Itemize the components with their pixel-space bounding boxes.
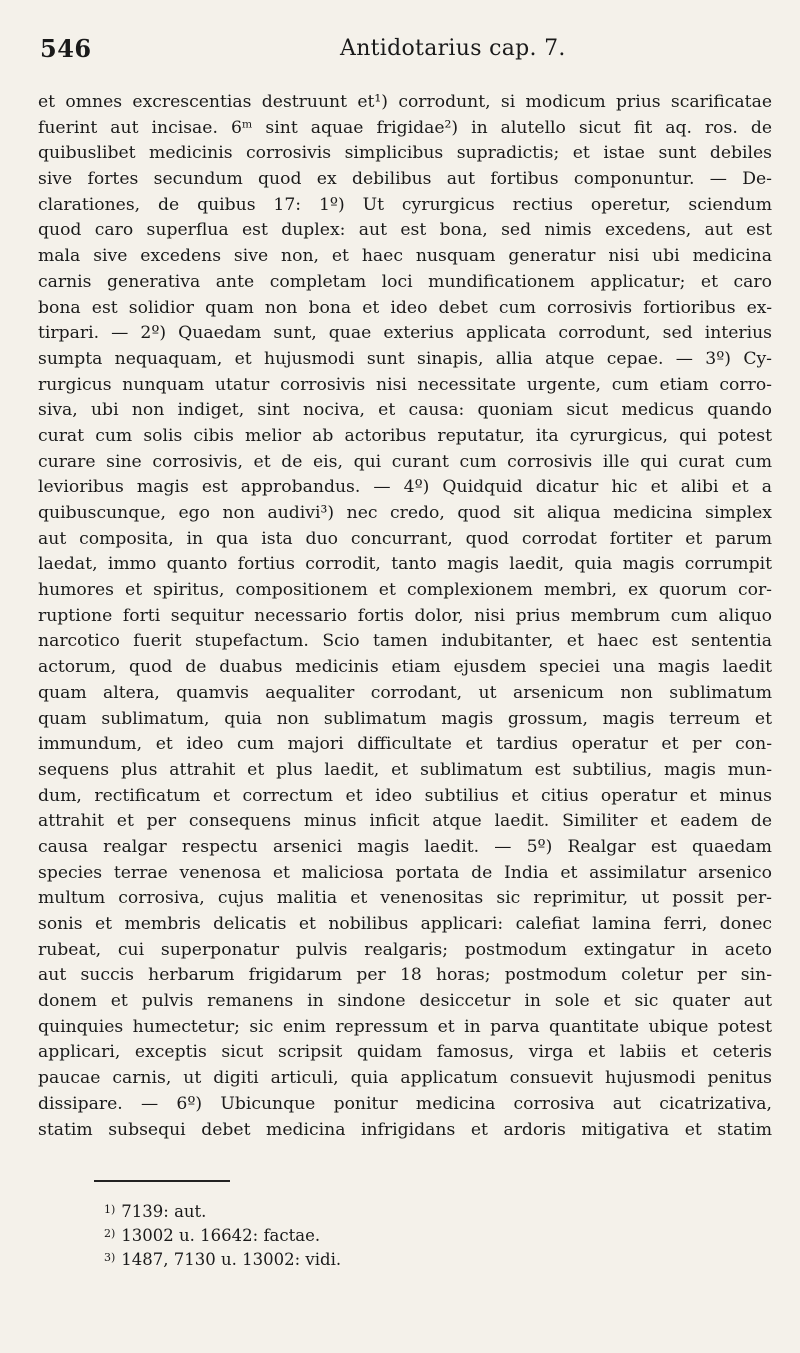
text-line: clarationes, de quibus 17: 1º) Ut cyrurgicus rectius operetur, sciendum [38,194,772,215]
text-line: curat cum solis cibis melior ab actoribus reputatur, ita cyrurgicus, qui potest [38,425,772,446]
text-line: causa realgar respectu arsenici magis laedit. — 5º) Realgar est quaedam [38,836,772,857]
footnote-mark: 2) [104,1227,116,1240]
text-line: siva, ubi non indiget, sint nociva, et causa: quoniam sicut medicus quando [38,400,772,421]
text-line: sequens plus attrahit et plus laedit, et sublimatum est subtilius, magis mun- [38,759,772,780]
text-line: quod caro superflua est duplex: aut est bona, sed nimis excedens, aut est [38,220,772,241]
text-line: dum, rectificatum et correctum et ideo subtilius et citius operatur et minus [38,785,772,806]
text-line: narcotico fuerit stupefactum. Scio tamen indubitanter, et haec est sententia [38,631,772,652]
text-line: dissipare. — 6º) Ubicunque ponitur medicina corrosiva aut cicatrizativa, [38,1093,772,1114]
footnote-mark: 3) [104,1251,116,1264]
text-line: humores et spiritus, compositionem et complexionem membri, ex quorum cor- [38,580,772,601]
text-line: quibuslibet medicinis corrosivis simplicibus supradictis; et istae sunt debiles [38,143,772,164]
text-line: multum corrosiva, cujus malitia et venenositas sic reprimitur, ut possit per- [38,888,772,909]
footnote [104,1222,504,1246]
text-line: donem et pulvis remanens in sindone desiccetur in sole et sic quater aut [38,991,772,1012]
text-line: attrahit et per consequens minus inficit atque laedit. Similiter et eadem de [38,811,772,832]
running-title: Antidotarius cap. 7. [340,36,566,61]
text-line: aut composita, in qua ista duo concurrant, quod corrodat fortiter et parum [38,528,772,549]
text-line: sonis et membris delicatis et nobilibus applicari: calefiat lamina ferri, donec [38,914,772,934]
text-line: bona est solidior quam non bona et ideo debet cum corrosivis fortioribus ex- [38,297,772,318]
text-line: et omnes excrescentias destruunt et¹) corrodunt, si modicum prius scarificatae [38,92,772,112]
text-line: sive fortes secundum quod ex debilibus aut fortibus componuntur. — De- [38,169,772,190]
page-header [30,34,770,74]
text-line: rurgicus nunquam utatur corrosivis nisi necessitate urgente, cum etiam corro- [38,374,772,395]
text-line: species terrae venenosa et maliciosa portata de India et assimilatur arsenico [38,862,772,883]
text-line: levioribus magis est approbandus. — 4º) Quidquid dicatur hic et alibi et a [38,477,772,498]
text-line: mala sive excedens sive non, et haec nusquam generatur nisi ubi medicina [38,246,772,267]
text-line: statim subsequi debet medicina infrigidans et ardoris mitigativa et statim [38,1119,772,1140]
text-line: carnis generativa ante completam loci mundificationem applicatur; et caro [38,271,772,292]
footnote-text: 7139: aut. [121,1202,207,1221]
footnote [104,1198,504,1222]
text-line: quinquies humectetur; sic enim repressum et in parva quantitate ubique potest [38,1016,772,1037]
footnote-rule [94,1180,230,1182]
text-line: aut succis herbarum frigidarum per 18 horas; postmodum coletur per sin- [38,965,772,986]
footnote-mark: 1) [104,1203,116,1216]
text-line: sumpta nequaquam, et hujusmodi sunt sinapis, allia atque cepae. — 3º) Cy- [38,348,772,369]
text-line: ruptione forti sequitur necessario fortis dolor, nisi prius membrum cum aliquo [38,605,772,626]
text-line: quam sublimatum, quia non sublimatum magis grossum, magis terreum et [38,708,772,729]
text-line: actorum, quod de duabus medicinis etiam ejusdem speciei una magis laedit [38,657,772,678]
text-line: quibuscunque, ego non audivi³) nec credo, quod sit aliqua medicina simplex [38,503,772,523]
text-line: fuerint aut incisae. 6ᵐ sint aquae frigidae²) in alutello sicut fit aq. ros. de [38,117,772,138]
footnotes [104,1198,504,1270]
page-number: 546 [40,34,92,63]
text-line: rubeat, cui superponatur pulvis realgaris; postmodum extingatur in aceto [38,939,772,960]
main-text [38,90,772,1143]
text-line: immundum, et ideo cum majori difficultate et tardius operatur et per con- [38,734,772,755]
footnote-text: 1487, 7130 u. 13002: vidi. [121,1250,342,1269]
text-line: laedat, immo quanto fortius corrodit, tanto magis laedit, quia magis corrumpit [38,554,772,575]
text-line: curare sine corrosivis, et de eis, qui curant cum corrosivis ille qui curat cum [38,451,772,472]
footnote-text: 13002 u. 16642: factae. [121,1226,321,1245]
footnote [104,1246,504,1270]
text-line: tirpari. — 2º) Quaedam sunt, quae exterius applicata corrodunt, sed interius [38,323,772,344]
text-line: paucae carnis, ut digiti articuli, quia applicatum consuevit hujusmodi penitus [38,1068,772,1089]
text-line: quam altera, quamvis aequaliter corrodant, ut arsenicum non sublimatum [38,682,772,703]
text-line: applicari, exceptis sicut scripsit quidam famosus, virga et labiis et ceteris [38,1042,772,1063]
